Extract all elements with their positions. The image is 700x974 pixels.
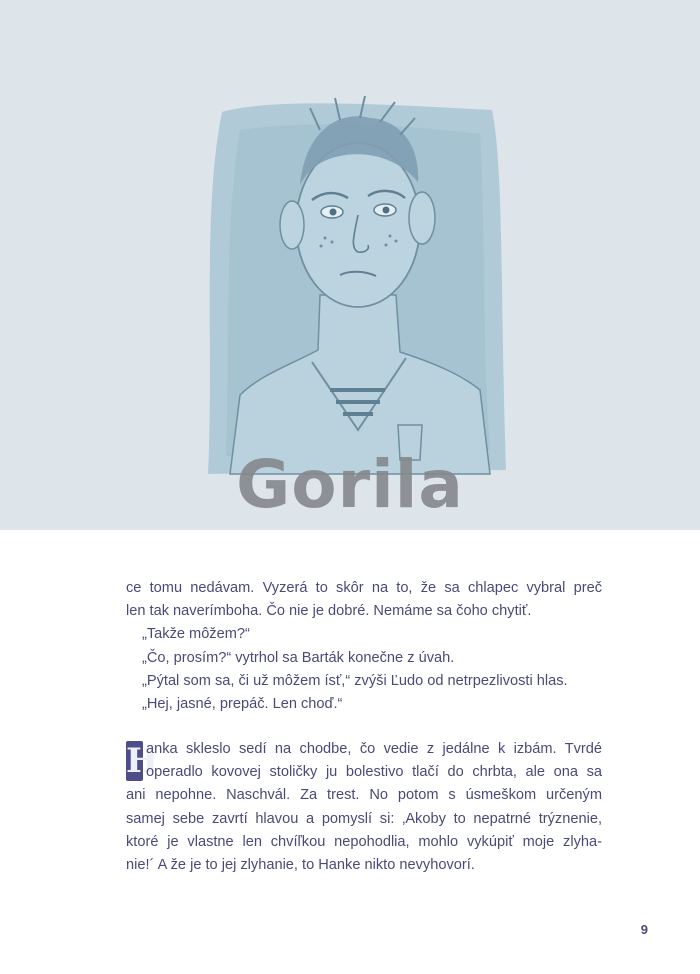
text-line: len tak naverímboha. Čo nie je dobré. Nemáme sa čoho chytiť. bbox=[126, 603, 532, 620]
boy-portrait-icon bbox=[200, 90, 510, 480]
dialogue-line: „Pýtal som sa, či už môžem ísť,“ zvýši Ľudo od netrpezlivosti hlas. bbox=[142, 672, 568, 689]
page-number: 9 bbox=[640, 922, 648, 937]
text-line: operadlo kovovej stoličky ju bolestivo tlačí do chrbta, ale ona sa bbox=[146, 764, 602, 781]
text-line: anka skleslo sedí na chodbe, čo vedie z jedálne k izbám. Tvrdé bbox=[146, 741, 602, 757]
text-line: nie!´ A že je to jej zlyhanie, to Hanke nikto nevyhovorí. bbox=[126, 857, 475, 874]
drop-cap: H bbox=[126, 741, 159, 781]
paragraph-hanka bbox=[126, 738, 602, 877]
dialogue-line: „Hej, jasné, prepáč. Len choď.“ bbox=[142, 696, 343, 713]
watermark-logo: Gorila bbox=[236, 446, 464, 523]
text-line: ktoré je vlastne len chvíľkou nepohodlia, mohlo vykúpiť moje zlyha- bbox=[126, 833, 602, 850]
dialogue-line: „Čo, prosím?“ vytrhol sa Barták konečne z úvah. bbox=[142, 649, 455, 666]
text-line: samej sebe zavrtí hlavou a pomyslí si: ‚Akoby to nepatrné trýznenie, bbox=[126, 810, 602, 827]
paragraph-continued bbox=[126, 577, 602, 716]
text-line: ce tomu nedávam. Vyzerá to skôr na to, že sa chlapec vybral preč bbox=[126, 580, 602, 596]
dialogue-line: „Takže môžem?“ bbox=[142, 626, 250, 643]
text-line: ani nepohne. Naschvál. Za trest. No potom s úsmeškom určeným bbox=[126, 787, 602, 804]
